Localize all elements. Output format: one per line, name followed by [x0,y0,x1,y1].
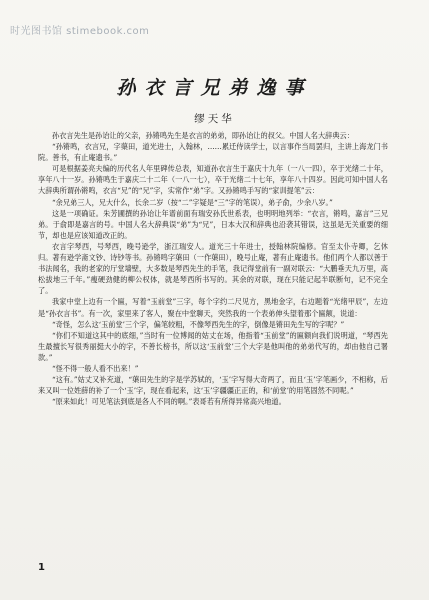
article-body [38,130,388,407]
article-title: 孙衣言兄弟逸事 [116,77,313,99]
paragraph: 可是根据姜亮夫编的历代名人年里碑传总表，知道孙衣言生于嘉庆十九年（一八一四），卒于光绪二十年，享年八十一岁。孙锵鸣生于嘉庆二十二年（一八一七），卒于光绪二十七年，享年八十四岁。因此可知中国人名大辞典所谓孙锵鸣，衣言“兄”的“兄”字，实常作“弟”字。又孙锵鸣手写的“家训提笔”云： [38,164,388,196]
paragraph: 我家中堂上边有一个匾，写着“玉前堂”三字，每个字约二尺见方，黑地金字，右边题着“光绪甲辰”，左边是“孙衣言书”。有一次，家里来了客人，聚在中堂聊天，突然我的一个表弟伸头望着那个匾额，说道： [38,297,388,318]
paragraph: “这有。”姑丈又补充道，“蕖田先生的字是学苏轼的，‘玉’字写得大奇两了，而且‘玉’字笔画少，不相称，后来又叫一位姓薛的补了一个‘玉’字，现在看起来，这‘玉’字疆疆正正的，和‘前堂’的用笔固然不同呢。” [38,375,388,396]
paragraph: “孙锵鸣，衣言兄，字蕖田，道光进士，入翰林，……累迁侍读学士，以言事作当局罢归，主讲上海龙门书院。善书，有止庵遗书。” [38,142,388,163]
paragraph: “你们不知道这其中的底细，”当时有一位博闻的姑丈在场，他指着“玉前堂”的匾额向我们说明道，“琴西先生最擅长写很秀丽挺大小的字，不善长榜书，所以这‘玉前堂’三个大字是他叫他的弟弟代写的，却由他自己署款。” [38,330,388,362]
paragraph: 这是一项确证。朱芳圃撰的孙诒让年谱前面有瑞安孙氏世系表，也明明地列举：“衣言，锵鸣，嘉言”三兄弟。于俞即是嘉言的号。中国人名大辞典误“弟”为“兄”，日本大汉和辞典也沿袭其错误，这虽是无关重要的细节，却也是应该知道改正的。 [38,208,388,240]
page-number: 1 [38,562,45,573]
paragraph: “余兄弟三人，兄大什么，长余二岁（按“二”字疑是“三”字的笔误），弟子俞，少余八岁。” [52,197,333,207]
paragraph: 衣言字琴西，号琴西，晚号逊学，浙江瑞安人。道光三十年进士，授翰林院编修。官至太仆寺卿，乞休归。著有逊学斋文钞、诗钞等书。孙锵鸣字蕖田（一作蕖田），晚号止庵，著有止庵遗书。他们两个人都以善于书法闻名，我的老家的厅堂墙壁，大多数是琴西先生的手笔，我记得堂前有一副对联云：“大鹏垂天九万里，高松拔地三千年。”瘦硬劲健的柳公权体，就是琴西所书写的。其余的对联，现在只能记起半联断句，记不完全了。 [38,241,388,296]
watermark: 时光图书馆 stimebook.com [10,26,150,37]
paragraph: “奇怪，怎么这‘玉前堂’三个字，偏笔较粗，不像琴西先生的字，倒像是锵田先生写的字呢？” [52,319,345,329]
paragraph: 孙衣言先生是孙诒让的父亲，孙锵鸣先生是衣言的弟弟，即孙诒让的叔父。中国人名大辞典云： [52,131,354,140]
article-author: 缪天华 [194,113,235,125]
paragraph: “怪不得一般人看不出来！” [52,363,139,373]
paragraph: “原来如此！可见笔法到底是各人不同的啊。”表哥若有所得异常高兴地道。 [52,397,286,407]
